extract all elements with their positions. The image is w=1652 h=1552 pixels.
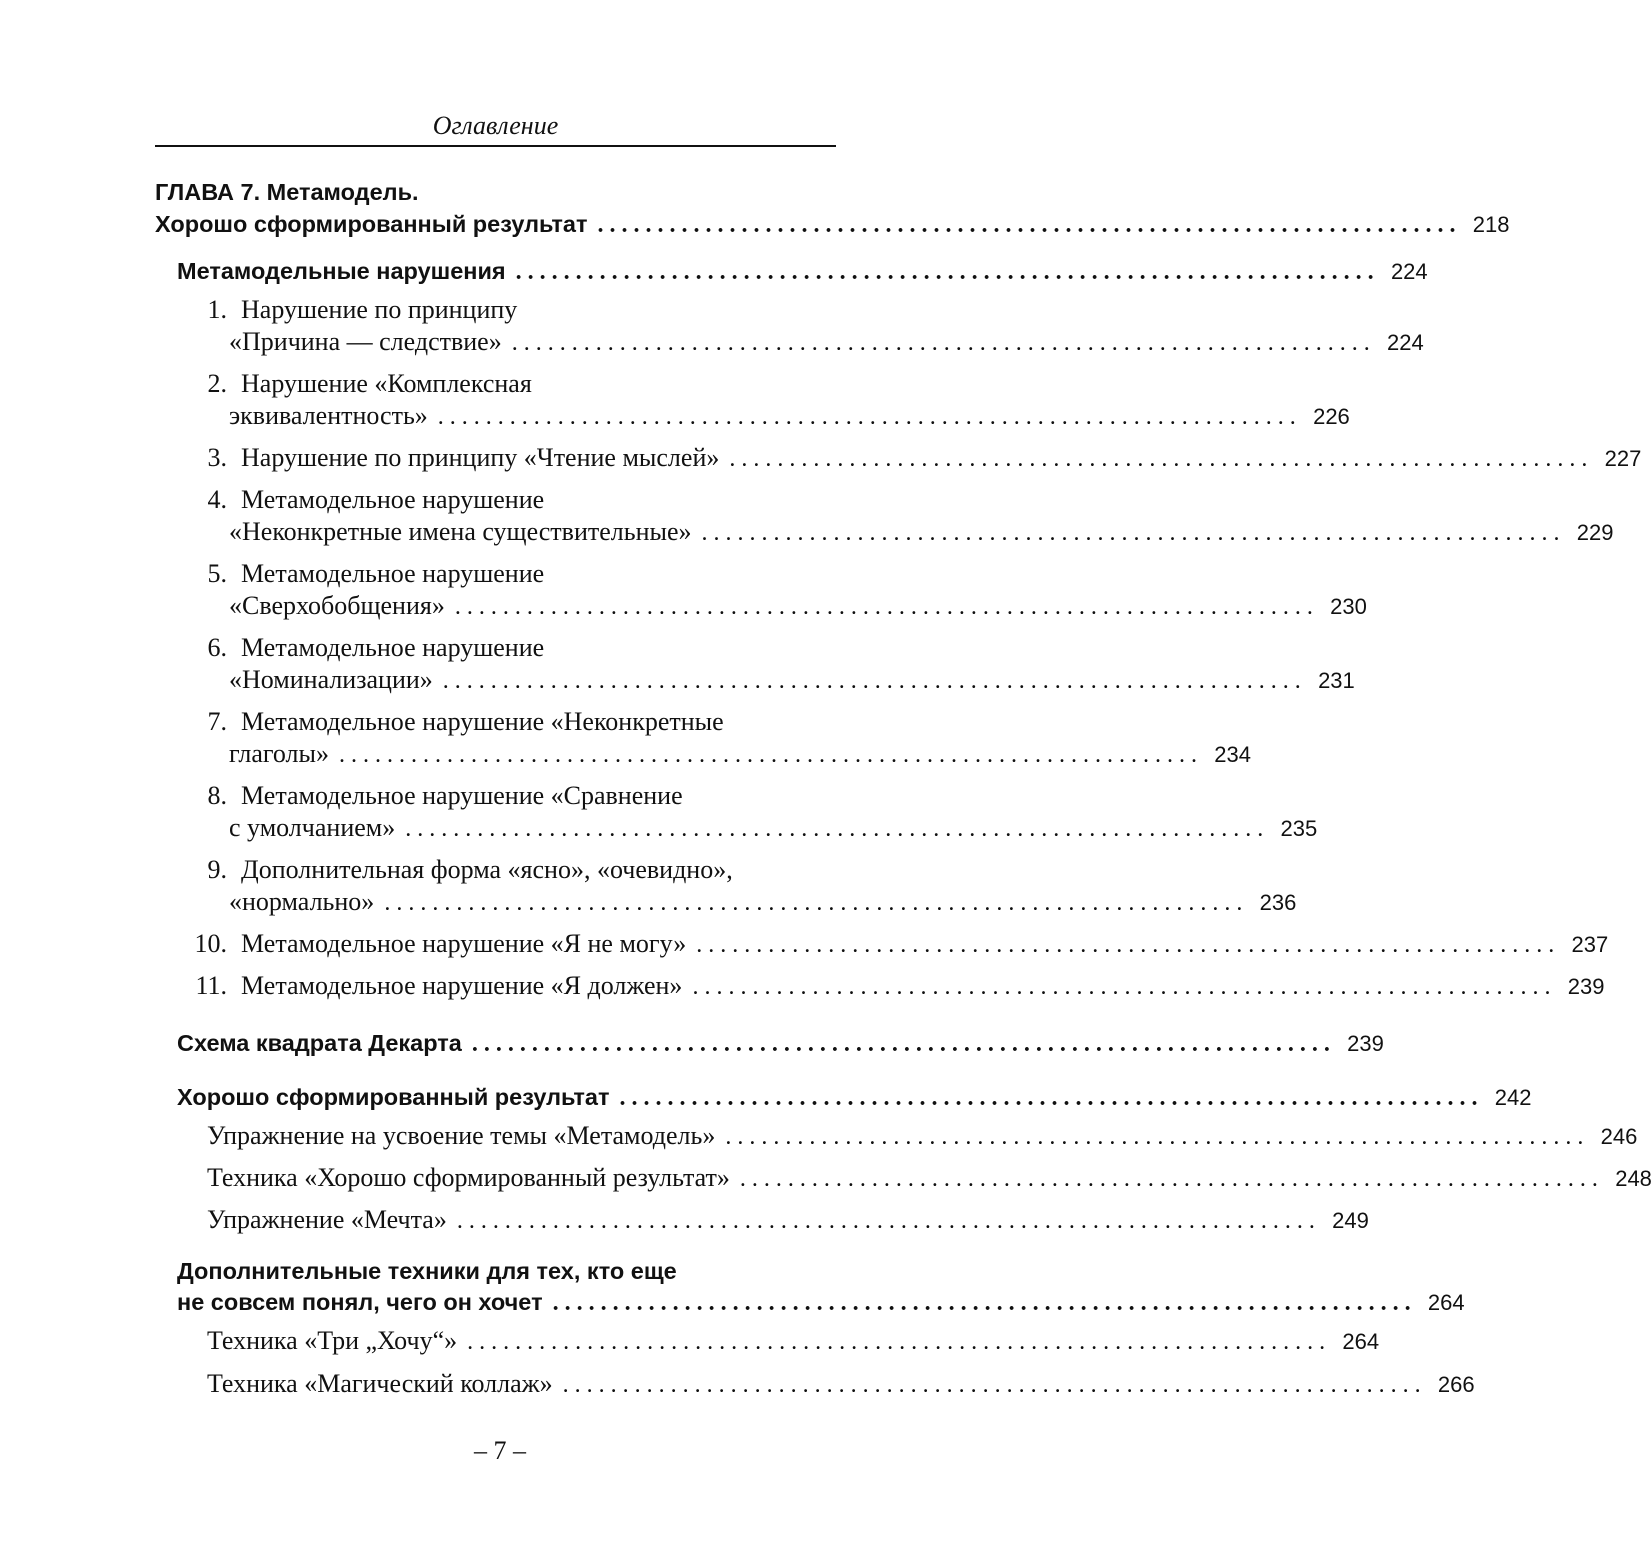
leader-dots: ........................................................................ bbox=[511, 330, 1376, 356]
leader-dots: ........................................................................ bbox=[454, 594, 1319, 620]
item-number: 1. bbox=[207, 295, 227, 324]
toc-item-5[interactable] bbox=[229, 591, 1367, 621]
item-text: «нормально» bbox=[229, 887, 375, 916]
page-folio: – 7 – bbox=[474, 1436, 526, 1465]
item-text: Метамодельное нарушение bbox=[241, 559, 545, 588]
page-number: 266 bbox=[1437, 1372, 1475, 1397]
leader-dots: ........................................................................ bbox=[692, 974, 1557, 1000]
toc-item-2-line1 bbox=[177, 369, 836, 399]
toc-subitem-magic-collage[interactable] bbox=[207, 1369, 1475, 1399]
page-number: 218 bbox=[1472, 212, 1510, 237]
toc-item-7-line1 bbox=[177, 707, 836, 737]
item-text: «Неконкретные имена существительные» bbox=[229, 517, 692, 546]
page-number: 248 bbox=[1615, 1166, 1652, 1191]
toc-item-4[interactable] bbox=[229, 517, 1614, 547]
item-number: 5. bbox=[207, 559, 227, 588]
item-text: «Сверхобобщения» bbox=[229, 591, 445, 620]
page-number: 239 bbox=[1567, 974, 1605, 999]
item-text: Метамодельное нарушение bbox=[241, 485, 545, 514]
page-number: 236 bbox=[1259, 890, 1297, 915]
page-number: 237 bbox=[1571, 932, 1609, 957]
toc-item-11[interactable] bbox=[177, 971, 1605, 1001]
toc-subitem-exercise-dream[interactable] bbox=[207, 1205, 1369, 1235]
toc-entry-extra[interactable] bbox=[177, 1287, 1465, 1317]
toc-subitem-technique-result[interactable] bbox=[207, 1163, 1652, 1193]
toc-entry-chapter-7[interactable] bbox=[155, 209, 1510, 239]
item-text: Нарушение «Комплексная bbox=[241, 369, 532, 398]
section-title: Хорошо сформированный результат bbox=[177, 1084, 610, 1110]
item-text: Упражнение «Мечта» bbox=[207, 1205, 447, 1234]
leader-dots: ........................................................................ bbox=[696, 932, 1561, 958]
leader-dots: ........................................................................ bbox=[515, 259, 1380, 285]
item-number: 11. bbox=[195, 971, 227, 1000]
toc-item-10[interactable] bbox=[177, 929, 1609, 959]
section-title: не совсем понял, чего он хочет bbox=[177, 1289, 543, 1315]
leader-dots: ........................................................................ bbox=[437, 404, 1302, 430]
item-text: Техника «Хорошо сформированный результат» bbox=[207, 1163, 730, 1192]
item-text: Дополнительная форма «ясно», «очевидно», bbox=[241, 855, 733, 884]
item-text: Нарушение по принципу bbox=[241, 295, 518, 324]
toc-item-5-line1 bbox=[177, 559, 836, 589]
item-text: Метамодельное нарушение «Я должен» bbox=[241, 971, 683, 1000]
running-title: Оглавление bbox=[432, 111, 559, 140]
toc-item-8[interactable] bbox=[229, 813, 1318, 843]
toc-entry-descartes[interactable] bbox=[177, 1028, 1384, 1058]
chapter-title-line1 bbox=[155, 177, 836, 207]
item-number: 2. bbox=[207, 369, 227, 398]
toc-item-7[interactable] bbox=[229, 739, 1251, 769]
leader-dots: ........................................................................ bbox=[442, 668, 1307, 694]
item-text: глаголы» bbox=[229, 739, 329, 768]
page-number: 226 bbox=[1313, 404, 1350, 429]
leader-dots: ........................................................................ bbox=[405, 816, 1270, 842]
leader-dots: ........................................................................ bbox=[562, 1372, 1427, 1398]
section-title: Схема квадрата Декарта bbox=[177, 1030, 462, 1056]
page-number: 239 bbox=[1347, 1031, 1384, 1056]
item-text: «Номинализации» bbox=[229, 665, 433, 694]
page-number: 234 bbox=[1214, 742, 1251, 767]
chapter-label: ГЛАВА 7. Метамодель. bbox=[155, 179, 419, 205]
item-text: эквивалентность» bbox=[229, 401, 428, 430]
leader-dots: ........................................................................ bbox=[384, 890, 1249, 916]
toc-item-2[interactable] bbox=[229, 401, 1350, 431]
leader-dots: ........................................................................ bbox=[725, 1124, 1590, 1150]
item-text: Техника «Магический коллаж» bbox=[207, 1369, 553, 1398]
toc-item-8-line1 bbox=[177, 781, 836, 811]
toc-subitem-exercise-metamodel[interactable] bbox=[207, 1121, 1638, 1151]
item-text: Метамодельное нарушение bbox=[241, 633, 545, 662]
leader-dots: ........................................................................ bbox=[597, 212, 1462, 238]
item-text: Метамодельное нарушение «Я не могу» bbox=[241, 929, 687, 958]
toc-item-4-line1 bbox=[177, 485, 836, 515]
page-number: 264 bbox=[1427, 1290, 1465, 1315]
page-number: 264 bbox=[1342, 1329, 1380, 1354]
page-number: 227 bbox=[1604, 446, 1642, 471]
toc-entry-extra-line1 bbox=[177, 1256, 836, 1286]
leader-dots: ........................................................................ bbox=[456, 1208, 1321, 1234]
toc-item-9-line1 bbox=[177, 855, 836, 885]
item-text: Нарушение по принципу «Чтение мыслей» bbox=[241, 443, 720, 472]
page-number: 224 bbox=[1390, 259, 1428, 284]
item-number: 7. bbox=[207, 707, 227, 736]
item-text: с умолчанием» bbox=[229, 813, 396, 842]
leader-dots: ........................................................................ bbox=[729, 446, 1594, 472]
item-text: Метамодельное нарушение «Сравнение bbox=[241, 781, 683, 810]
leader-dots: ........................................................................ bbox=[552, 1290, 1417, 1316]
item-text: «Причина — следствие» bbox=[229, 327, 502, 356]
leader-dots: ........................................................................ bbox=[467, 1329, 1332, 1355]
item-number: 4. bbox=[207, 485, 227, 514]
leader-dots: ........................................................................ bbox=[471, 1031, 1336, 1057]
toc-subitem-three-wants[interactable] bbox=[207, 1326, 1380, 1356]
toc-item-1-line1 bbox=[177, 295, 836, 325]
item-number: 8. bbox=[207, 781, 227, 810]
item-text: Упражнение на усвоение темы «Метамодель» bbox=[207, 1121, 716, 1150]
item-text: Метамодельное нарушение «Неконкретные bbox=[241, 707, 724, 736]
toc-item-6[interactable] bbox=[229, 665, 1355, 695]
page-number: 224 bbox=[1387, 330, 1424, 355]
section-title: Дополнительные техники для тех, кто еще bbox=[177, 1258, 677, 1284]
page-number: 249 bbox=[1332, 1208, 1369, 1233]
item-number: 6. bbox=[207, 633, 227, 662]
item-text: Техника «Три „Хочу“» bbox=[207, 1326, 458, 1355]
item-number: 9. bbox=[207, 855, 227, 884]
chapter-title-line2: Хорошо сформированный результат bbox=[155, 211, 588, 237]
leader-dots: ........................................................................ bbox=[701, 520, 1566, 546]
toc-item-3[interactable] bbox=[177, 443, 1642, 473]
header-rule bbox=[155, 145, 836, 147]
toc-entry-violations[interactable] bbox=[177, 256, 1428, 286]
page-number: 246 bbox=[1600, 1124, 1638, 1149]
section-title: Метамодельные нарушения bbox=[177, 258, 506, 284]
item-number: 10. bbox=[194, 929, 227, 958]
item-number: 3. bbox=[207, 443, 227, 472]
leader-dots: ........................................................................ bbox=[619, 1085, 1484, 1111]
page-number: 235 bbox=[1280, 816, 1318, 841]
page-number: 242 bbox=[1494, 1085, 1532, 1110]
toc-item-9[interactable] bbox=[229, 887, 1297, 917]
toc-item-6-line1 bbox=[177, 633, 836, 663]
toc-item-1[interactable] bbox=[229, 327, 1424, 357]
toc-entry-result[interactable] bbox=[177, 1082, 1532, 1112]
page-number: 231 bbox=[1318, 668, 1355, 693]
page-number: 230 bbox=[1330, 594, 1367, 619]
leader-dots: ........................................................................ bbox=[338, 742, 1203, 768]
page-number: 229 bbox=[1576, 520, 1614, 545]
leader-dots: ........................................................................ bbox=[739, 1166, 1604, 1192]
